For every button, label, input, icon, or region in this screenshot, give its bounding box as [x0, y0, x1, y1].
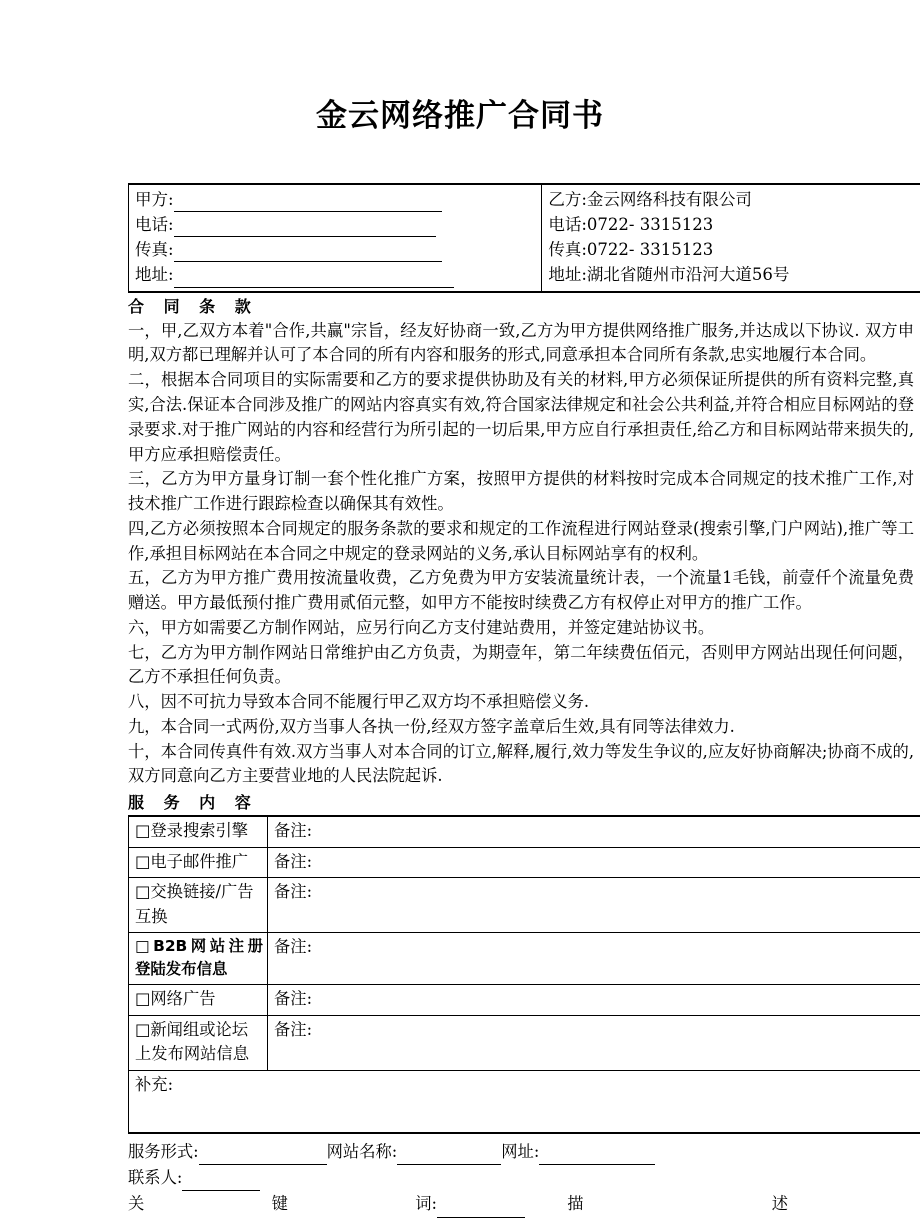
party-b-phone: 电话:0722- 3315123 [548, 212, 920, 237]
service-option-newsgroup-forum[interactable] [129, 1015, 268, 1070]
service-content-table [128, 815, 920, 1133]
clause-7: 七，乙方为甲方制作网站日常维护由乙方负责，为期壹年，第二年续费伍佰元，否则甲方网站出现任何问题，乙方不承担任何负责。 [128, 641, 914, 691]
description-label: 描述 [567, 1191, 788, 1217]
table-row[interactable] [129, 816, 920, 847]
party-a-address-row [135, 262, 541, 287]
service-option-b2b-line1: □B2B网站注册 [135, 935, 263, 958]
contact-person-field[interactable] [182, 1173, 260, 1191]
clause-3: 三，乙方为甲方量身订制一套个性化推广方案，按照甲方提供的材料按时完成本合同规定的技术推广工作,对技术推广工作进行跟踪检查以确保其有效性。 [128, 467, 914, 517]
party-a-fax-label: 传真: [135, 240, 174, 259]
clause-8: 八，因不可抗力导致本合同不能履行甲乙双方均不承担赔偿义务. [128, 690, 914, 715]
keyword-label: 关键词 [128, 1191, 431, 1217]
service-note-link-exchange[interactable]: 备注: [268, 878, 920, 933]
party-b-fax: 传真:0722- 3315123 [548, 237, 920, 262]
service-option-link-exchange[interactable] [129, 878, 268, 933]
service-option-link-exchange-line2: 互换 [135, 907, 168, 926]
site-url-field[interactable] [539, 1147, 655, 1165]
party-b-name: 乙方:金云网络科技有限公司 [548, 187, 920, 212]
service-note-email[interactable]: 备注: [268, 847, 920, 877]
service-form-field[interactable] [199, 1147, 327, 1165]
party-a-phone-field[interactable] [174, 219, 436, 237]
party-a-address-label: 地址: [135, 265, 174, 284]
service-option-b2b-line2: 登陆发布信息 [135, 958, 263, 981]
table-row [129, 184, 920, 291]
party-a-phone-label: 电话: [135, 215, 174, 234]
clause-5: 五，乙方为甲方推广费用按流量收费，乙方免费为甲方安装流量统计表，一个流量1毛钱，前壹仟个流量免费赠送。甲方最低预付推广费用贰佰元整，如甲方不能按时续费乙方有权停止对甲方的推广工作。 [128, 566, 914, 616]
table-row[interactable] [129, 933, 920, 985]
service-option-web-ads[interactable]: □网络广告 [129, 985, 268, 1015]
keyword-field[interactable] [437, 1200, 525, 1218]
service-content-heading: 服 务 内 容 [128, 791, 920, 814]
service-option-b2b[interactable] [129, 933, 268, 985]
contact-person-row [128, 1165, 920, 1191]
service-note-search-engine[interactable]: 备注: [268, 816, 920, 847]
service-note-web-ads[interactable]: 备注: [268, 985, 920, 1015]
service-form-label: 服务形式: [128, 1142, 199, 1161]
table-row[interactable] [129, 1015, 920, 1070]
clause-4: 四,乙方必须按照本合同规定的服务条款的要求和规定的工作流程进行网站登录(搜索引擎,门户网站),推广等工作,承担目标网站在本合同之中规定的登录网站的义务,承认目标网站享有的权利。 [128, 517, 914, 567]
service-form-row [128, 1139, 920, 1165]
clause-9: 九，本合同一式两份,双方当事人各执一份,经双方签字盖章后生效,具有同等法律效力. [128, 715, 914, 740]
party-a-cell [129, 184, 542, 291]
service-option-newsgroup-forum-line1: □新闻组或论坛 [135, 1020, 248, 1039]
clause-2: 二，根据本合同项目的实际需要和乙方的要求提供协助及有关的材料,甲方必须保证所提供的所有资料完整,真实,合法.保证本合同涉及推广的网站内容真实有效,符合国家法律规定和社会公共利益,并符合相应目标网站的登录要求.对于推广网站的内容和经营行为所引起的一切后果,甲方应自行承担责任,给乙方和目标网站带来损失的,甲方应承担赔偿责任。 [128, 368, 914, 467]
table-row[interactable] [129, 878, 920, 933]
keyword-row [128, 1191, 788, 1217]
service-option-search-engine[interactable]: □登录搜索引擎 [129, 816, 268, 847]
supplement-cell[interactable]: 补充: [129, 1070, 920, 1133]
service-option-email[interactable]: □电子邮件推广 [129, 847, 268, 877]
site-name-label: 网站名称: [327, 1142, 398, 1161]
party-a-address-field[interactable] [174, 269, 454, 287]
page-title: 金云网络推广合同书 [0, 0, 920, 135]
site-url-label: 网址: [501, 1142, 539, 1161]
keyword-colon: : [431, 1191, 437, 1217]
table-row[interactable] [129, 847, 920, 877]
party-a-name-label: 甲方: [135, 190, 174, 209]
service-option-link-exchange-line1: □交换链接/广告 [135, 882, 254, 901]
service-option-newsgroup-forum-line2: 上发布网站信息 [135, 1044, 249, 1063]
contact-person-label: 联系人: [128, 1168, 182, 1187]
site-name-field[interactable] [397, 1147, 501, 1165]
clause-6: 六，甲方如需要乙方制作网站，应另行向乙方支付建站费用，并签定建站协议书。 [128, 616, 914, 641]
clause-10: 十，本合同传真件有效.双方当事人对本合同的订立,解释,履行,效力等发生争议的,应友好协商解决;协商不成的,双方同意向乙方主要营业地的人民法院起诉. [128, 740, 914, 790]
service-note-newsgroup-forum[interactable]: 备注: [268, 1015, 920, 1070]
party-b-address: 地址:湖北省随州市沿河大道56号 [548, 262, 920, 287]
party-a-name-row [135, 187, 541, 212]
table-row[interactable] [129, 985, 920, 1015]
contract-terms-list [128, 319, 914, 790]
contact-table [128, 183, 920, 292]
party-a-fax-row [135, 237, 541, 262]
service-note-b2b[interactable]: 备注: [268, 933, 920, 985]
footer-form [128, 1134, 920, 1218]
party-a-fax-field[interactable] [174, 244, 442, 262]
party-a-phone-row [135, 212, 541, 237]
table-row[interactable] [129, 1070, 920, 1133]
party-b-cell [542, 184, 920, 291]
clause-1: 一，甲,乙双方本着"合作,共赢"宗旨，经友好协商一致,乙方为甲方提供网络推广服务,并达成以下协议. 双方申明,双方都已理解并认可了本合同的所有内容和服务的形式,同意承担本合同所有条款,忠实地履行本合同。 [128, 319, 914, 369]
party-a-name-field[interactable] [174, 194, 442, 212]
contract-terms-heading: 合 同 条 款 [128, 295, 920, 318]
